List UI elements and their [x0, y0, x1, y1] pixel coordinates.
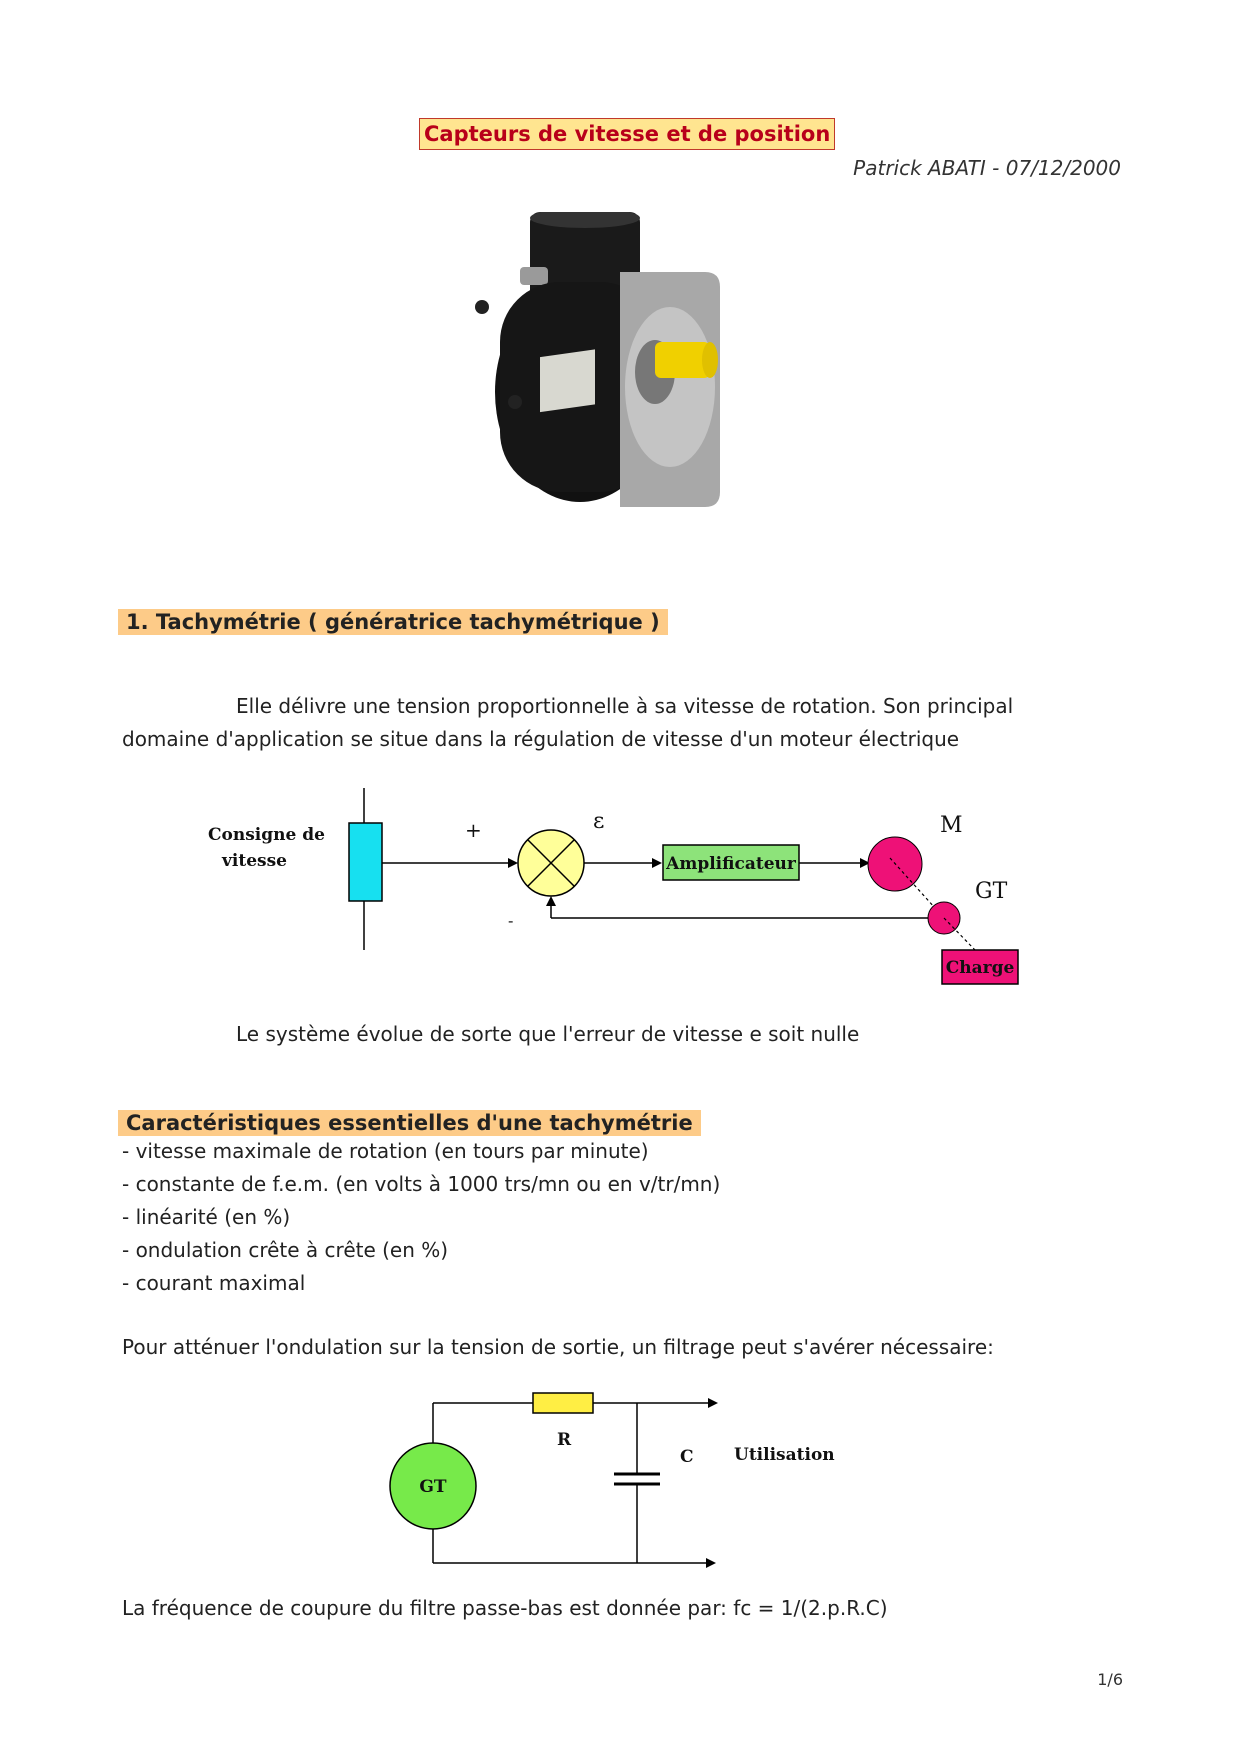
list-item: - linéarité (en %) — [122, 1205, 291, 1229]
filter-sentence: Pour atténuer l'ondulation sur la tension de sortie, un filtrage peut s'avérer nécessaire: — [122, 1335, 994, 1359]
resistor — [533, 1393, 593, 1413]
section-heading-characteristics: Caractéristiques essentielles d'une tachymétrie — [118, 1110, 701, 1136]
setpoint-arrow — [508, 858, 518, 868]
shaft-end — [702, 342, 718, 378]
rc-filter-diagram — [380, 1385, 860, 1585]
bolt-bottom — [508, 395, 522, 409]
consigne-label-2: vitesse — [222, 851, 287, 871]
epsilon-label: ε — [593, 809, 605, 834]
resistor-label: R — [557, 1430, 572, 1450]
gt-label: GT — [975, 879, 1008, 904]
motor-label: M — [940, 813, 963, 838]
capacitor-label: C — [680, 1447, 694, 1467]
list-item: - ondulation crête à crête (en %) — [122, 1238, 449, 1262]
author-date: Patrick ABATI - 07/12/2000 — [853, 156, 1121, 180]
intro-line-1: Elle délivre une tension proportionnelle à sa vitesse de rotation. Son principal — [236, 694, 1014, 718]
nameplate — [540, 349, 595, 412]
bolt — [475, 300, 489, 314]
yellow-shaft — [655, 342, 710, 378]
charge-label: Charge — [945, 958, 1015, 978]
section-heading-tachymetrie: 1. Tachymétrie ( génératrice tachymétrique ) — [118, 609, 668, 635]
consigne-label-1: Consigne de — [208, 825, 325, 845]
utilisation-label: Utilisation — [734, 1445, 835, 1465]
tachometer-photo — [470, 212, 770, 522]
cutoff-sentence: La fréquence de coupure du filtre passe-bas est donnée par: fc = 1/(2.p.R.C) — [122, 1596, 888, 1620]
system-sentence: Le système évolue de sorte que l'erreur de vitesse e soit nulle — [236, 1022, 860, 1046]
minus-sign: - — [508, 911, 514, 930]
plus-sign: + — [465, 818, 482, 842]
feedback-arrow — [546, 896, 556, 906]
intro-line-2: domaine d'application se situe dans la régulation de vitesse d'un moteur électrique — [122, 727, 960, 751]
setpoint-potentiometer — [349, 823, 382, 901]
list-item: - courant maximal — [122, 1271, 306, 1295]
document-title: Capteurs de vitesse et de position — [419, 118, 835, 150]
amplifier-label: Amplificateur — [666, 854, 796, 874]
gt-generator-label: GT — [419, 1477, 447, 1497]
list-item: - vitesse maximale de rotation (en tours par minute) — [122, 1139, 649, 1163]
bottom-output-arrow — [706, 1558, 716, 1568]
characteristics-list — [122, 1135, 720, 1300]
error-arrow — [652, 858, 662, 868]
list-item: - constante de f.e.m. (en volts à 1000 trs/mn ou en v/tr/mn) — [122, 1172, 721, 1196]
top-output-arrow — [708, 1398, 718, 1408]
cable-gland — [520, 267, 548, 285]
speed-regulation-diagram — [200, 778, 1040, 998]
page-number: 1/6 — [1097, 1670, 1123, 1689]
